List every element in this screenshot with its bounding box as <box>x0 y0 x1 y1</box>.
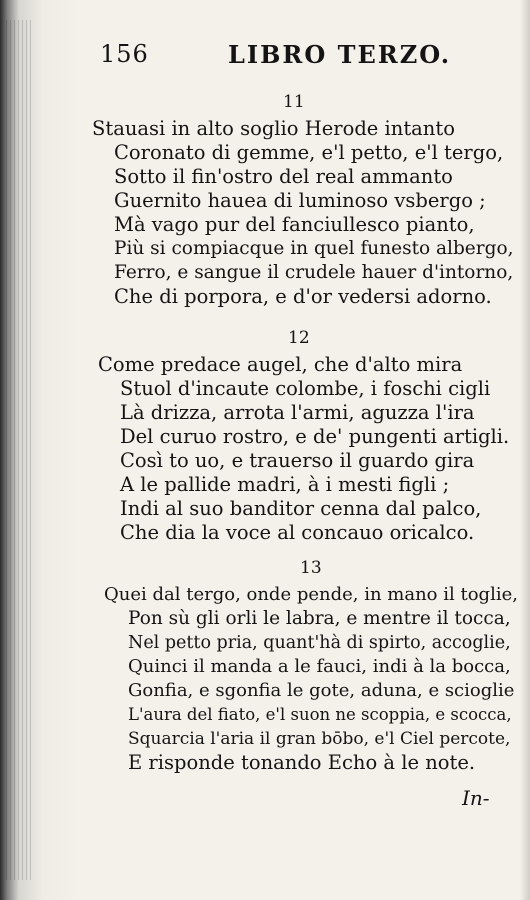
verse-line: Squarcia l'aria il gran bōbo, e'l Ciel percote, <box>128 729 511 749</box>
running-head: LIBRO TERZO. <box>228 40 452 69</box>
verse-line: Così to uo, e trauerso il guardo gira <box>120 449 475 472</box>
verse-line: E risponde tonando Echo à le note. <box>128 751 476 774</box>
page-header <box>100 40 520 80</box>
verse-line: Pon sù gli orli le labra, e mentre il tocca, <box>128 608 511 629</box>
verse-line: Quinci il manda a le fauci, indi à la bocca, <box>128 656 511 677</box>
verse-line: Là drizza, arrota l'armi, aguzza l'ira <box>120 401 475 424</box>
page-edge-shadow <box>520 0 530 900</box>
verse-line: L'aura del fiato, e'l suon ne scoppia, e scocca, <box>128 705 512 724</box>
verse-line: Stuol d'incaute colombe, i foschi cigli <box>120 377 491 400</box>
stanza-number: 12 <box>288 328 310 348</box>
verse-line: Coronato di gemme, e'l petto, e'l tergo, <box>114 141 504 164</box>
verse-line: Stauasi in alto soglio Herode intanto <box>92 117 455 140</box>
verse-line: Quei dal tergo, onde pende, in mano il toglie, <box>104 584 518 605</box>
verse-line: Sotto il fin'ostro del real ammanto <box>114 165 453 188</box>
verse-line: A le pallide madri, à i mesti figli ; <box>120 473 450 496</box>
verse-line: Ferro, e sangue il crudele hauer d'intorno, <box>114 262 514 283</box>
verse-line: Più si compiacque in quel funesto albergo, <box>114 238 514 259</box>
page-edges <box>6 20 34 880</box>
verse-line: Indi al suo banditor cenna dal palco, <box>120 497 482 520</box>
verse-line: Guernito hauea di luminoso vsbergo ; <box>114 189 486 212</box>
verse-line: Mà vago pur del fanciullesco pianto, <box>114 213 475 236</box>
page-number: 156 <box>100 40 149 68</box>
verse-line: Che dia la voce al concauo oricalco. <box>120 521 475 544</box>
verse-line: Nel petto pria, quant'hà di spirto, accoglie, <box>128 633 511 653</box>
stanza-number: 13 <box>300 558 322 578</box>
verse-line: Gonfia, e sgonfia le gote, aduna, e scioglie <box>128 680 515 701</box>
verse-line: Del curuo rostro, e de' pungenti artigli. <box>120 425 510 448</box>
verse-line: Come predace augel, che d'alto mira <box>98 353 463 376</box>
verse-line: Che di porpora, e d'or vedersi adorno. <box>114 285 492 308</box>
catchword: In- <box>462 786 490 810</box>
stanza-number: 11 <box>283 92 305 112</box>
